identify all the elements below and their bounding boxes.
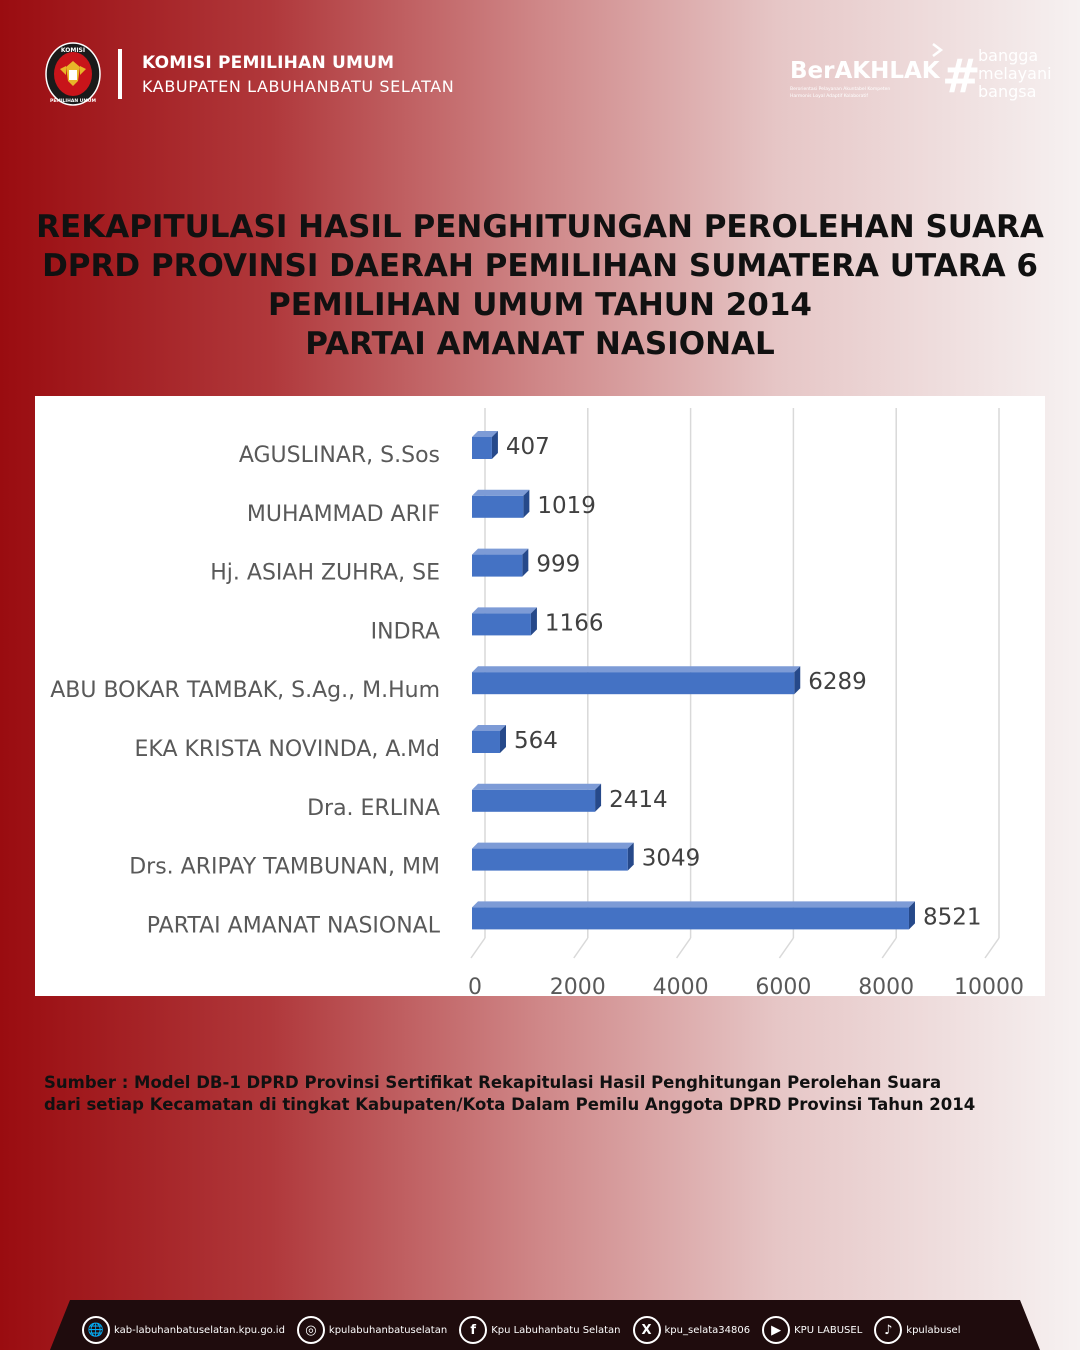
title-line-2: DPRD PROVINSI DAERAH PEMILIHAN SUMATERA UTARA 6 <box>42 248 1038 284</box>
footer-item-youtube[interactable] <box>762 1316 862 1344</box>
svg-text:KOMISI: KOMISI <box>60 47 86 54</box>
bar <box>472 613 531 635</box>
data-label: 1166 <box>544 610 604 637</box>
footer-social-links <box>82 1315 1012 1345</box>
gridline-floor <box>985 938 999 958</box>
hashtag-icon: # <box>942 49 981 102</box>
bar-top <box>472 490 529 496</box>
x-tick-label: 4000 <box>652 975 709 996</box>
x-tick-label: 8000 <box>858 975 915 996</box>
bar-top <box>472 549 528 555</box>
y-tick-label: AGUSLINAR, S.Sos <box>238 443 440 468</box>
footer-item-facebook[interactable] <box>459 1316 620 1344</box>
chart-panel <box>35 396 1045 996</box>
x-icon: X <box>633 1316 661 1344</box>
footer-item-x[interactable] <box>633 1316 751 1344</box>
berakhlak-logo <box>788 42 1060 102</box>
youtube-icon: ▶ <box>762 1316 790 1344</box>
bar <box>472 907 909 929</box>
hashtag-line-1: bangga <box>978 46 1039 65</box>
bar-top <box>472 784 601 790</box>
data-label: 8521 <box>922 904 982 931</box>
globe-icon: 🌐 <box>82 1316 110 1344</box>
source-note <box>44 1072 1044 1116</box>
tiktok-icon: ♪ <box>874 1316 902 1344</box>
gridline-floor <box>779 938 793 958</box>
org-block <box>142 53 454 96</box>
bar <box>472 790 595 812</box>
bar-top <box>472 607 537 613</box>
bar <box>472 555 522 577</box>
title-line-3: PEMILIHAN UMUM TAHUN 2014 <box>268 287 812 323</box>
x-tick-label: 6000 <box>755 975 812 996</box>
bar-top <box>472 843 634 849</box>
header-divider <box>118 49 122 99</box>
chevron-right-icon <box>933 44 941 56</box>
y-tick-label: INDRA <box>370 619 440 645</box>
header <box>44 40 454 108</box>
source-line-1: Sumber : Model DB-1 DPRD Provinsi Sertifikat Rekapitulasi Hasil Penghitungan Perolehan Suara <box>44 1073 942 1092</box>
footer-item-website[interactable] <box>82 1316 285 1344</box>
org-name: KOMISI PEMILIHAN UMUM <box>142 52 395 73</box>
title-line-4: PARTAI AMANAT NASIONAL <box>305 326 775 362</box>
data-label: 3049 <box>641 845 701 872</box>
instagram-icon: ◎ <box>297 1316 325 1344</box>
footer-text: KPU LABUSEL <box>794 1324 863 1336</box>
hashtag-line-3: bangsa <box>978 82 1037 101</box>
footer-text: kpulabusel <box>906 1324 961 1336</box>
x-tick-label: 0 <box>468 975 482 996</box>
footer-text: kab-labuhanbatuselatan.kpu.go.id <box>114 1324 285 1336</box>
x-tick-label: 2000 <box>549 975 606 996</box>
y-tick-label: EKA KRISTA NOVINDA, A.Md <box>134 737 440 762</box>
bar <box>472 672 794 694</box>
data-label: 6289 <box>808 669 867 696</box>
source-line-2: dari setiap Kecamatan di tingkat Kabupaten/Kota Dalam Pemilu Anggota DPRD Provinsi Tahun 2014 <box>44 1095 976 1114</box>
gridline-floor <box>574 938 588 958</box>
page-title <box>0 208 1080 364</box>
gridline-floor <box>471 938 485 958</box>
bar-top <box>472 901 915 907</box>
footer-text: kpu_selata34806 <box>664 1324 751 1336</box>
bar <box>472 849 628 871</box>
x-tick-label: 10000 <box>954 975 1024 996</box>
footer-text: Kpu Labuhanbatu Selatan <box>491 1324 621 1336</box>
gridline-floor <box>882 938 896 958</box>
kpu-logo-icon <box>44 41 102 107</box>
org-subtitle: KABUPATEN LABUHANBATU SELATAN <box>142 76 455 96</box>
y-tick-label: Hj. ASIAH ZUHRA, SE <box>210 560 440 586</box>
data-label: 1019 <box>537 492 596 519</box>
hashtag-line-2: melayani <box>978 64 1052 83</box>
gridline-floor <box>677 938 691 958</box>
bar-top <box>472 666 800 672</box>
title-line-1: REKAPITULASI HASIL PENGHITUNGAN PEROLEHAN SUARA <box>36 209 1044 245</box>
y-tick-label: Dra. ERLINA <box>307 795 440 821</box>
y-tick-label: ABU BOKAR TAMBAK, S.Ag., M.Hum <box>50 678 440 704</box>
bar <box>472 731 500 753</box>
footer-item-tiktok[interactable] <box>874 1316 960 1344</box>
data-label: 407 <box>505 434 550 460</box>
bar <box>472 437 492 459</box>
svg-text:PEMILIHAN UMUM: PEMILIHAN UMUM <box>50 99 96 104</box>
y-tick-label: MUHAMMAD ARIF <box>246 501 440 527</box>
data-label: 2414 <box>609 786 668 813</box>
bar <box>472 496 523 518</box>
data-label: 564 <box>513 728 558 754</box>
berakhlak-tagline-1: Berorientasi Pelayanan Akuntabel Kompeten <box>790 87 891 92</box>
footer-text: kpulabuhanbatuselatan <box>328 1324 448 1336</box>
footer-item-instagram[interactable] <box>297 1316 447 1344</box>
y-tick-label: PARTAI AMANAT NASIONAL <box>146 913 440 939</box>
bar-chart <box>35 396 1045 996</box>
data-label: 999 <box>536 551 581 578</box>
y-tick-label: Drs. ARIPAY TAMBUNAN, MM <box>129 854 440 880</box>
berakhlak-tagline-2: Harmonis Loyal Adaptif Kolaboratif <box>790 94 869 99</box>
facebook-icon: f <box>459 1316 487 1344</box>
berakhlak-word: BerAKHLAK <box>790 58 940 84</box>
